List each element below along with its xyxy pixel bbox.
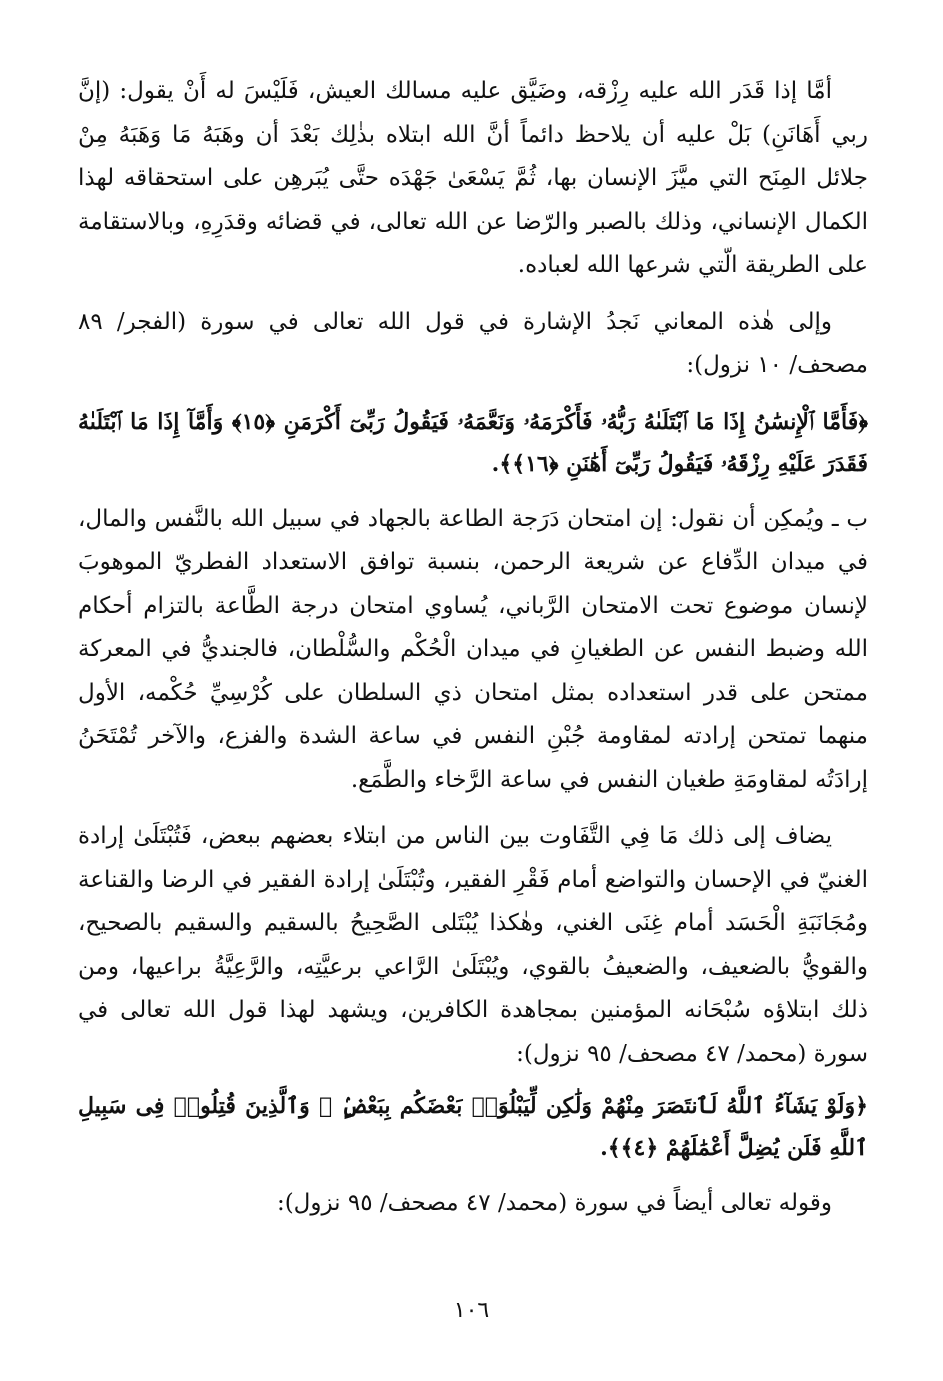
- spacer: [78, 802, 868, 815]
- spacer: [78, 388, 868, 401]
- spacer: [78, 485, 868, 498]
- spacer: [78, 288, 868, 301]
- paragraph-3: ب ـ ويُمكِن أن نقول: إن امتحان دَرَجة الطاعة بالجهاد في سبيل الله بالنَّفس والمال، في ميدان الدِّفاع عن شريعة الرحمن، بنسبة توافق الاستعداد الفطريّ الموهوبَ لإنسان موضوع تحت الامتحان الرَّباني، يُساوي امتحان درجة الطَّاعة بالتزام أحكام الله وضبط النفس عن الطغيانِ في ميدان الْحُكْم والسُّلْطان، فالجنديُّ في المعركة ممتحن على قدر استعداده بمثل امتحان ذي السلطان على كُرْسِيِّ حُكْمه، الأول منهما تمتحن إرادته لمقاومة جُبْنِ النفس في ساعة الشدة والفزع، والآخر تُمْتَحَنُ إرادَتُه لمقاومَةِ طغيان النفس في ساعة الرَّخاء والطَّمَع.: [78, 505, 868, 793]
- paragraph-2: وإلى هٰذه المعاني نَجدُ الإشارة في قول الله تعالى في سورة (الفجر/ ٨٩ مصحف/ ١٠ نزول):: [78, 308, 868, 378]
- paragraph-1: أمَّا إذا قَدَر الله عليه رِزْقه، وضَيَّق عليه مسالك العيش، فَلَيْسَ له أَنْ يقول: (إنَّ ربي أَهَانَنِ) بَلْ عليه أن يلاحظ دائماً أنَّ الله ابتلاه بذٰلِك بَعْدَ أن وهَبَهُ مَا وَهَبَهُ مِنْ جلائل المِنَح التي ميَّزَ الإنسان بها، ثُمَّ يَسْعَىٰ جَهْدَه حتَّى يُبَرهِن على استحقاقه لهذا الكمال الإنساني، وذلك بالصبر والرّضا عن الله تعالى، في قضائه وقدَرِهِ، وبالاستقامة على الطريقة الّتي شرعها الله لعباده.: [78, 78, 868, 278]
- paragraph-5: وقوله تعالى أيضاً في سورة (محمد/ ٤٧ مصحف/ ٩٥ نزول):: [276, 1190, 832, 1216]
- quran-verse-1: ﴿فَأَمَّا ٱلْإِنسَٰنُ إِذَا مَا ٱبْتَلَىٰهُ رَبُّهُۥ فَأَكْرَمَهُۥ وَنَعَّمَهُۥ فَيَقُولُ رَبِّىٓ أَكْرَمَنِ ﴿١٥﴾ وَأَمَّآ إِذَا مَا ٱبْتَلَىٰهُ فَقَدَرَ عَلَيْهِ رِزْقَهُۥ فَيَقُولُ رَبِّىٓ أَهَٰنَنِ ﴿١٦﴾﴾.: [78, 408, 869, 477]
- page-number: ١٠٦: [453, 1298, 490, 1323]
- spacer: [78, 1076, 868, 1085]
- paragraph-4: يضاف إلى ذلك مَا فِي التَّفَاوت بين الناس من ابتلاء بعضهم ببعض، فَتُبْتَلَىٰ إرادة الغنيّ في الإحسان والتواضع أمام فَقْرِ الفقير، وتُبْتَلَىٰ إرادة الفقير في الرضا والقناعة ومُجَانَبَةِ الْحَسَد أمام غِنَى الغني، وهٰكذا يُبْتَلى الصَّحِيحُ بالسقيم والسقيم بالصحيح، والقويُّ بالضعيف، والضعيفُ بالقوي، ويُبْتَلَىٰ الرَّاعي برعيَّتِه، والرَّعِيَّةُ براعيها، ومن ذلك ابتلاؤه سُبْحَانه المؤمنين بمجاهدة الكافرين، ويشهد لهذا قول الله تعالى في سورة (محمد/ ٤٧ مصحف/ ٩٥ نزول):: [78, 823, 868, 1067]
- page-body: [78, 70, 868, 1226]
- spacer: [78, 1169, 868, 1182]
- quran-verse-2: ﴿وَلَوْ يَشَآءُ ٱللَّهُ لَٱنتَصَرَ مِنْهُمْ وَلَٰكِن لِّيَبْلُوَا۟ بَعْضَكُم بِبَعْضٍۢ ۗ وَٱلَّذِينَ قُتِلُوا۟ فِى سَبِيلِ ٱللَّهِ فَلَن يُضِلَّ أَعْمَٰلَهُمْ ﴿٤﴾﴾.: [78, 1093, 868, 1161]
